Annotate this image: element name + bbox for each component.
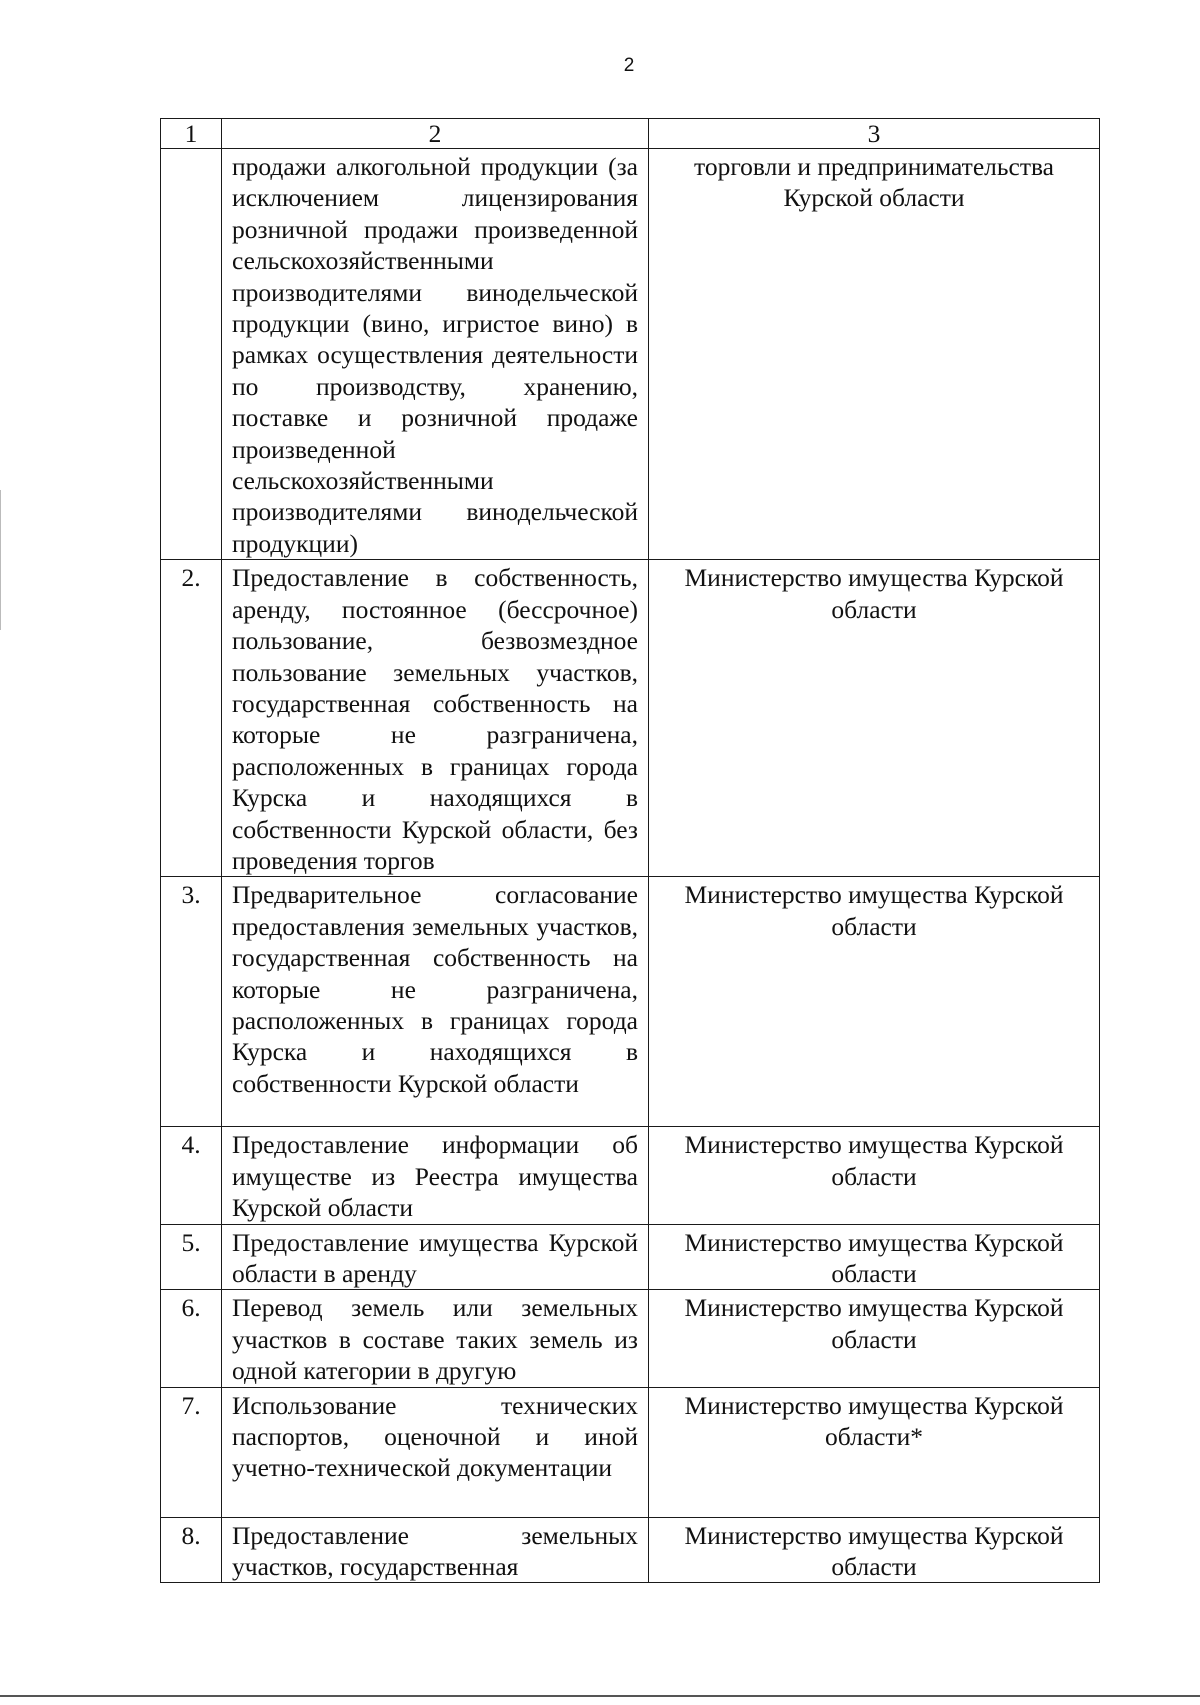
row-number: 7.: [161, 1387, 222, 1517]
scan-bottom-edge: [0, 1695, 1200, 1697]
responsible-authority: Министерство имущества Курской области: [649, 1224, 1100, 1290]
service-description: Предоставление имущества Курской области в аренду: [222, 1224, 649, 1290]
row-number: 8.: [161, 1517, 222, 1583]
row-number: [161, 149, 222, 560]
service-description: Предоставление в собственность, аренду, постоянное (бессрочное) пользование, безвозмездное пользование земельных участков, государственная собственность на которые не разграничена, расположенных в границах города Курска и находящихся в собственности Курской области, без проведения торгов: [222, 560, 649, 877]
table-row: [161, 1290, 1100, 1387]
table-row: [161, 1387, 1100, 1517]
service-description: продажи алкогольной продукции (за исключением лицензирования розничной продажи произведенной сельскохозяйственными производителями винодельческой продукции (вино, игристое вино) в рамках осуществления деятельности по производству, хранению, поставке и розничной продаже произведенной сельскохозяйственными производителями винодельческой продукции): [222, 149, 649, 560]
row-number: 3.: [161, 877, 222, 1127]
row-number: 6.: [161, 1290, 222, 1387]
services-table: [160, 118, 1100, 1583]
row-number: 2.: [161, 560, 222, 877]
responsible-authority: Министерство имущества Курской области: [649, 1517, 1100, 1583]
table-row: [161, 1224, 1100, 1290]
service-description: Предоставление земельных участков, государственная: [222, 1517, 649, 1583]
table-row: [161, 877, 1100, 1127]
table-header-row: [161, 119, 1100, 149]
responsible-authority: Министерство имущества Курской области: [649, 1290, 1100, 1387]
scan-margin-line: [0, 490, 1, 630]
table-row: [161, 1517, 1100, 1583]
responsible-authority: Министерство имущества Курской области: [649, 877, 1100, 1127]
responsible-authority: Министерство имущества Курской области: [649, 560, 1100, 877]
row-number: 5.: [161, 1224, 222, 1290]
row-number: 4.: [161, 1127, 222, 1224]
header-col-2: 2: [222, 119, 649, 149]
responsible-authority: Министерство имущества Курской области: [649, 1127, 1100, 1224]
table-row: [161, 560, 1100, 877]
table-row: [161, 1127, 1100, 1224]
header-col-1: 1: [161, 119, 222, 149]
responsible-authority: Министерство имущества Курской области*: [649, 1387, 1100, 1517]
header-col-3: 3: [649, 119, 1100, 149]
table-row: [161, 149, 1100, 560]
responsible-authority: торговли и предпринимательства Курской области: [649, 149, 1100, 560]
service-description: Предоставление информации об имуществе из Реестра имущества Курской области: [222, 1127, 649, 1224]
page-number: 2: [623, 55, 635, 76]
service-description: Предварительное согласование предоставления земельных участков, государственная собственность на которые не разграничена, расположенных в границах города Курска и находящихся в собственности Курской области: [222, 877, 649, 1127]
service-description: Перевод земель или земельных участков в составе таких земель из одной категории в другую: [222, 1290, 649, 1387]
service-description: Использование технических паспортов, оценочной и иной учетно-технической документации: [222, 1387, 649, 1517]
